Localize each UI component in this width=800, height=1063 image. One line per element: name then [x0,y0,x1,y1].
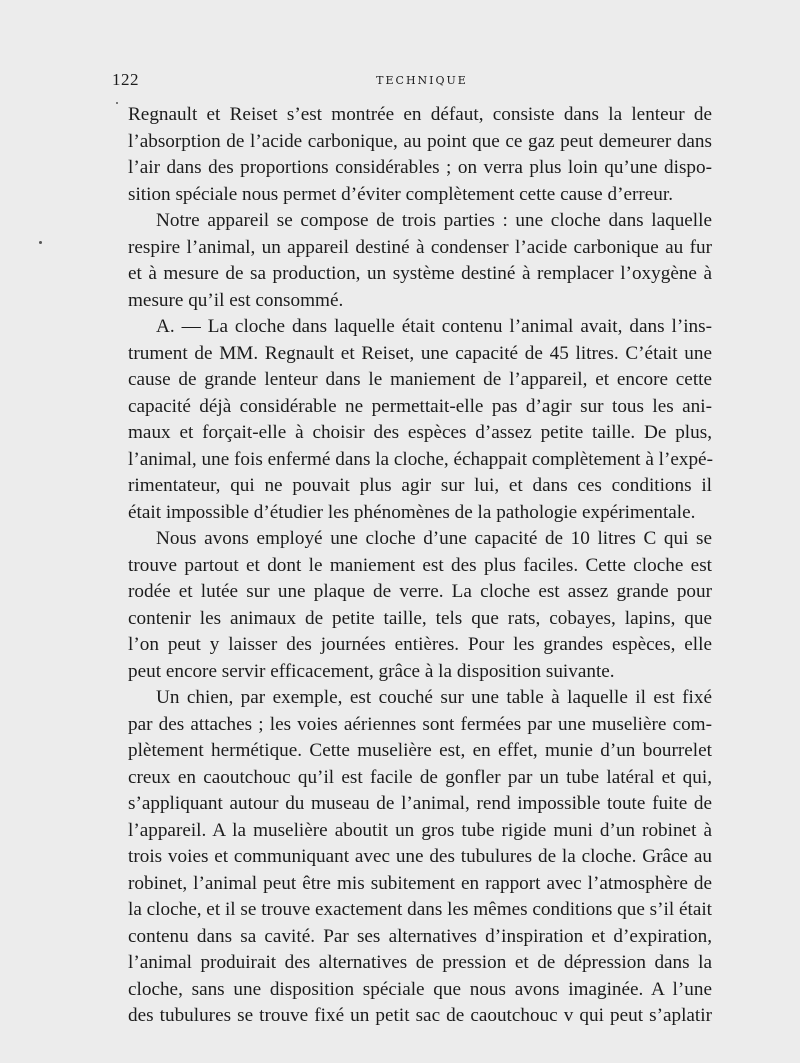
page-header [112,70,716,96]
text-line: Un chien, par exemple, est couché sur une table à laquelle il est fixé [156,687,712,708]
paragraph [128,102,712,208]
text-line: la cloche, et il se trouve exactement dans les mêmes conditions que s’il était [128,899,712,920]
page-number: 122 [112,70,139,89]
text-line: l’animal produirait des alternatives de pression et de dépression dans la [128,952,712,973]
text-line: mesure qu’il est consommé. [128,289,344,311]
paragraph [128,208,712,314]
text-line: l’appareil. A la muselière aboutit un gros tube rigide muni d’un robinet à [128,819,712,841]
text-line: peut encore servir efficacement, grâce à la disposition suivante. [128,660,615,682]
text-line: s’appliquant autour du museau de l’animal, rend impossible toute fuite de [128,793,712,814]
text-line: Notre appareil se compose de trois parties : une cloche dans laquelle [156,210,712,231]
paragraph [128,685,712,1030]
text-line: maux et forçait-elle à choisir des espèces d’assez petite taille. De plus, [128,422,712,443]
text-line: l’air dans des proportions considérables ; on verra plus loin qu’une dispo- [128,157,712,178]
running-head: TECHNIQUE [376,74,468,87]
text-line: Regnault et Reiset s’est montrée en défaut, consiste dans la lenteur de [128,104,712,125]
text-line: robinet, l’animal peut être mis subitement en rapport avec l’atmosphère de [128,872,712,894]
text-line: creux en caoutchouc qu’il est facile de gonfler par un tube latéral et qui, [128,766,712,788]
text-line: trument de MM. Regnault et Reiset, une capacité de 45 litres. C’était une [128,342,712,364]
text-line: l’animal, une fois enfermé dans la cloche, échappait complètement à l’expé- [128,448,713,470]
text-line: rimentateur, qui ne pouvait plus agir sur lui, et dans ces conditions il [128,475,712,496]
text-line: A. — La cloche dans laquelle était contenu l’animal avait, dans l’ins- [156,316,712,337]
paragraph [128,526,712,685]
text-line: sition spéciale nous permet d’éviter complètement cette cause d’erreur. [128,183,674,205]
ink-speck [116,102,118,104]
text-line: des tubulures se trouve fixé un petit sac de caoutchouc v qui peut s’aplatir [128,1005,712,1026]
text-line: Nous avons employé une cloche d’une capacité de 10 litres C qui se [156,528,712,549]
text-line: capacité déjà considérable ne permettait-elle pas d’agir sur tous les ani- [128,395,712,417]
text-line: rodée et lutée sur une plaque de verre. La cloche est assez grande pour [128,581,712,602]
text-line: trois voies et communiquant avec une des tubulures de la cloche. Grâce au [128,846,712,867]
text-line: l’on peut y laisser des journées entières. Pour les grandes espèces, elle [128,634,712,655]
text-line: contenir les animaux de petite taille, tels que rats, cobayes, lapins, que [128,607,712,629]
text-line: trouve partout et dont le maniement est des plus faciles. Cette cloche est [128,554,712,576]
text-line: respire l’animal, un appareil destiné à condenser l’acide carbonique au fur [128,236,712,258]
text-line: et à mesure de sa production, un système destiné à remplacer l’oxygène à [128,263,712,284]
ink-speck [39,241,42,244]
body-text [128,102,712,1030]
text-line: cloche, sans une disposition spéciale que nous avons imaginée. A l’une [128,978,712,1000]
text-line: plètement hermétique. Cette muselière est, en effet, munie d’un bourrelet [128,740,712,761]
text-line: l’absorption de l’acide carbonique, au point que ce gaz peut demeurer dans [128,130,712,152]
text-line: contenu dans sa cavité. Par ses alternatives d’inspiration et d’expiration, [128,925,712,947]
text-line: par des attaches ; les voies aériennes sont fermées par une muselière com- [128,713,712,735]
paragraph [128,314,712,526]
text-line: cause de grande lenteur dans le maniement de l’appareil, et encore cette [128,369,712,390]
text-line: était impossible d’étudier les phénomènes de la pathologie expérimentale. [128,501,696,523]
